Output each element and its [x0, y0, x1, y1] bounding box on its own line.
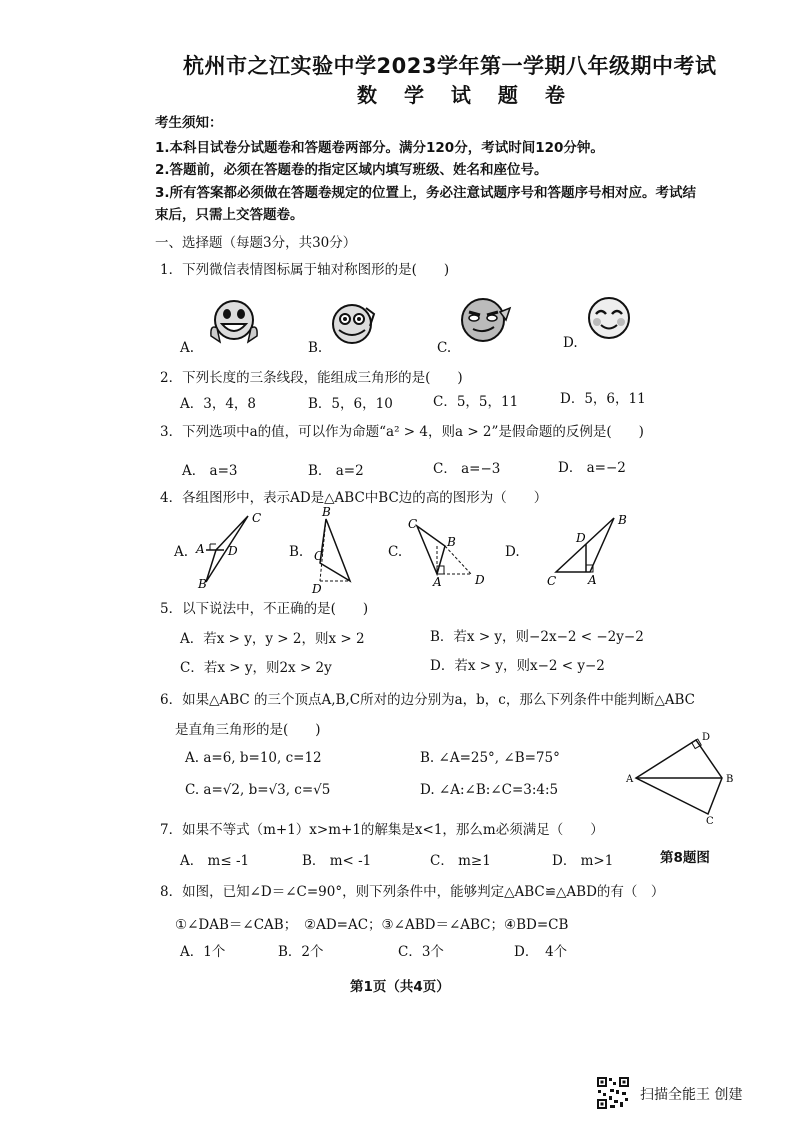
- q8-figure-caption: 第8题图: [660, 850, 710, 866]
- q8-label-c: C: [706, 816, 714, 826]
- q4-option-b: B.: [289, 544, 304, 560]
- scanner-watermark: 扫描全能王 创建: [640, 1087, 743, 1103]
- qr-code-icon: [596, 1076, 630, 1110]
- q4-option-d: D.: [505, 544, 520, 560]
- q2-option-d: D．5，6，11: [560, 391, 646, 407]
- q4c-label-a: A: [433, 575, 442, 588]
- q4-figure-a: [188, 508, 268, 590]
- q4a-label-a: A: [196, 542, 205, 556]
- q3-option-b: B． a=2: [308, 463, 364, 479]
- q4-figure-d: [540, 508, 636, 590]
- q4c-label-d: D: [475, 573, 485, 587]
- q8-stem: 8．如图，已知∠D＝∠C=90°，则下列条件中，能够判定△ABC≌△ABD的有（ ）: [160, 884, 665, 900]
- q4b-label-d: D: [312, 582, 322, 595]
- q5-stem: 5．以下说法中，不正确的是( ): [160, 601, 369, 617]
- q2-option-c: C．5，5，11: [433, 394, 519, 410]
- notice-item: 2.答题前，必须在答题卷的指定区域内填写班级、姓名和座位号。: [155, 162, 548, 178]
- q8-option-d: D． 4个: [514, 944, 568, 960]
- smiling-face-emoji-icon: [584, 294, 634, 342]
- q4b-label-c: C: [314, 549, 324, 563]
- q5-option-a: A．若x > y，y > 2，则x > 2: [180, 631, 365, 647]
- exam-subtitle: 数 学 试 题 卷: [357, 83, 575, 107]
- masked-face-emoji-icon: [330, 300, 378, 348]
- q3-stem: 3．下列选项中a的值，可以作为命题“a² > 4，则a > 2”是假命题的反例是( ): [160, 424, 644, 440]
- q4c-label-c: C: [408, 517, 418, 531]
- q4-option-a: A.: [174, 544, 189, 560]
- q4d-label-b: B: [618, 513, 627, 527]
- q4-option-c: C.: [388, 544, 403, 560]
- q8-label-d: D: [702, 732, 711, 743]
- exam-title: 杭州市之江实验中学2023学年第一学期八年级期中考试: [183, 54, 717, 78]
- q6-stem-line1: 6．如果△ABC 的三个顶点A,B,C所对的边分别为a，b，c，那么下列条件中能判断△ABC: [160, 692, 695, 708]
- notice-heading: 考生须知：: [155, 115, 223, 131]
- q4a-label-c: C: [252, 511, 262, 525]
- q8-figure: [622, 726, 746, 826]
- q4-stem: 4．各组图形中，表示AD是△ABC中BC边的高的图形为（ ）: [160, 490, 548, 506]
- q4a-label-d: D: [228, 544, 238, 558]
- smirk-face-emoji-icon: [458, 296, 514, 348]
- q7-option-d: D． m>1: [552, 853, 614, 869]
- q1-option-b: B.: [308, 340, 323, 356]
- q6-option-b: B. ∠A=25°, ∠B=75°: [420, 750, 560, 766]
- q1-option-a: A.: [180, 340, 195, 356]
- q1-option-d: D.: [563, 335, 578, 351]
- q8-label-b: B: [726, 774, 734, 785]
- q4-figure-b: [306, 503, 366, 595]
- q2-option-a: A．3，4，8: [180, 396, 257, 412]
- q3-option-a: A． a=3: [182, 463, 238, 479]
- q7-stem: 7．如果不等式（m+1）x>m+1的解集是x<1，那么m必须满足（ ）: [160, 822, 604, 838]
- q8-conditions: ①∠DAB＝∠CAB； ②AD=AC；③∠ABD＝∠ABC；④BD=CB: [175, 917, 569, 933]
- q1-stem: 1．下列微信表情图标属于轴对称图形的是( ): [160, 262, 450, 278]
- section-title: 一、选择题（每题3分，共30分）: [155, 235, 357, 251]
- q4d-label-c: C: [547, 574, 557, 588]
- q5-option-d: D．若x > y，则x−2 < y−2: [430, 658, 605, 674]
- q8-option-c: C．3个: [398, 944, 444, 960]
- notice-item: 3.所有答案都必须做在答题卷规定的位置上，务必注意试题序号和答题序号相对应。考试结: [155, 185, 697, 201]
- grinning-hands-emoji-icon: [208, 298, 260, 346]
- q1-option-c: C.: [437, 340, 452, 356]
- q4d-label-d: D: [576, 531, 586, 545]
- q6-option-a: A. a=6, b=10, c=12: [185, 750, 322, 766]
- q3-option-c: C． a=−3: [433, 461, 501, 477]
- q7-option-c: C． m≥1: [430, 853, 491, 869]
- q4c-label-b: B: [447, 535, 456, 549]
- q2-stem: 2．下列长度的三条线段，能组成三角形的是( ): [160, 370, 463, 386]
- q2-option-b: B．5，6，10: [308, 396, 393, 412]
- q7-option-a: A． m≤ -1: [180, 853, 250, 869]
- q6-stem-line2: 是直角三角形的是( ): [175, 722, 321, 738]
- q5-option-c: C．若x > y，则2x > 2y: [180, 660, 332, 676]
- q8-option-b: B．2个: [278, 944, 324, 960]
- q6-option-c: C. a=√2, b=√3, c=√5: [185, 782, 331, 798]
- q4-figure-c: [405, 516, 495, 588]
- q4d-label-a: A: [588, 573, 597, 587]
- q6-option-d: D. ∠A:∠B:∠C=3:4:5: [420, 782, 559, 798]
- q4a-label-b: B: [198, 577, 207, 590]
- q4b-label-b: B: [322, 505, 331, 519]
- q3-option-d: D． a=−2: [558, 460, 626, 476]
- notice-item: 束后，只需上交答题卷。: [155, 207, 304, 223]
- notice-item: 1.本科目试卷分试题卷和答题卷两部分。满分120分，考试时间120分钟。: [155, 140, 604, 156]
- q8-option-a: A．1个: [180, 944, 226, 960]
- q5-option-b: B．若x > y，则−2x−2 < −2y−2: [430, 629, 644, 645]
- q7-option-b: B． m< -1: [302, 853, 372, 869]
- q8-label-a: A: [626, 774, 634, 785]
- page-number: 第1页（共4页）: [350, 979, 450, 995]
